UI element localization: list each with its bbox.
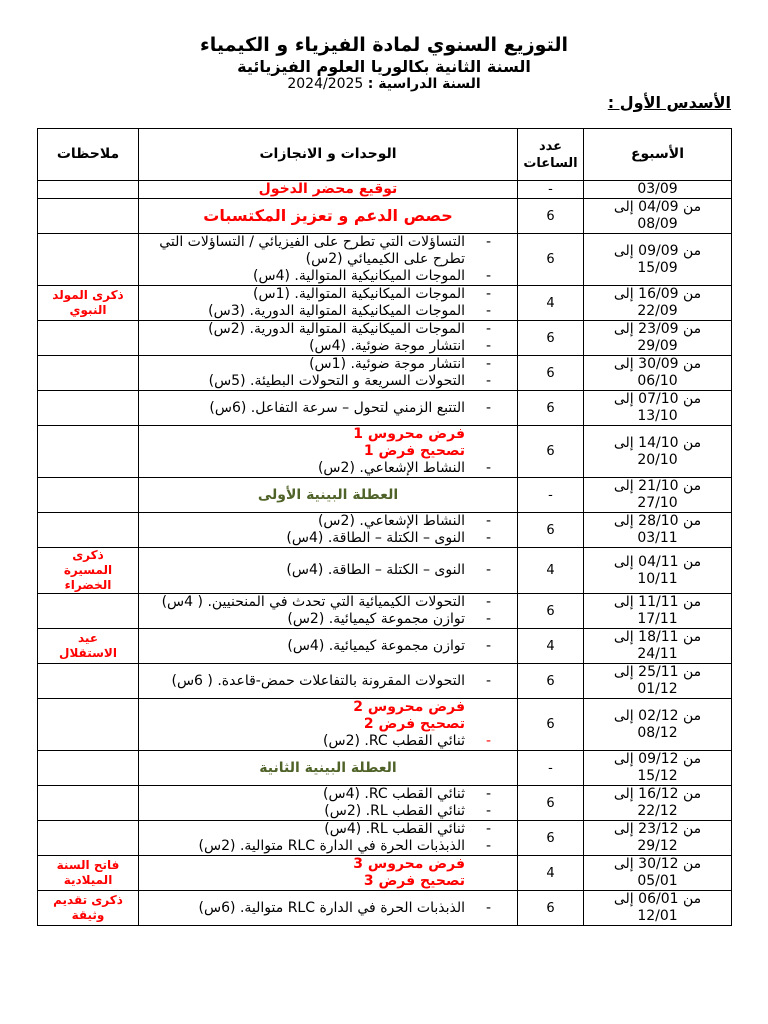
- hours-cell: [518, 391, 584, 426]
- units-cell: [139, 356, 518, 391]
- week-text: 24/11: [637, 646, 678, 662]
- unit-text: الموجات الميكانيكية المتوالية الدورية. (3س): [208, 303, 465, 319]
- units-cell: [139, 199, 518, 234]
- note-text: الاستقلال: [59, 646, 117, 660]
- unit-text: الموجات الميكانيكية المتوالية. (4س): [253, 268, 465, 284]
- unit-item: [143, 900, 513, 917]
- hours-cell: [518, 821, 584, 856]
- unit-text: التساؤلات التي تطرح على الفيزيائي / التساؤلات التي تطرح على الكيميائي (2س): [159, 234, 465, 267]
- unit-marker: -: [485, 637, 491, 654]
- hours-cell: [518, 891, 584, 926]
- unit-item: [143, 530, 513, 547]
- unit-item: [143, 821, 513, 838]
- note-text: ذكرى تقديم: [53, 893, 123, 907]
- unit-text: الذبذبات الحرة في الدارة RLC متوالية. (2س): [198, 838, 465, 854]
- unit-item: [143, 562, 513, 579]
- schedule-row: [38, 891, 732, 926]
- unit-text: توازن مجموعة كيميائية. (4س): [287, 637, 465, 654]
- notes-cell: [38, 699, 139, 751]
- notes-cell: [38, 891, 139, 926]
- header-week: الأسبوع: [584, 129, 732, 181]
- week-text: من 28/10 إلى: [613, 513, 702, 529]
- unit-item: [143, 321, 513, 338]
- unit-banner: العطلة البينية الأولى: [257, 486, 399, 503]
- unit-item: [143, 838, 513, 855]
- hours-value: 6: [546, 717, 555, 732]
- week-cell: [584, 548, 732, 594]
- hours-cell: [518, 234, 584, 286]
- unit-text: ثنائي القطب RL. (2س): [324, 803, 465, 819]
- unit-item: [143, 268, 513, 285]
- week-text: من 21/10 إلى: [613, 478, 702, 494]
- week-cell: [584, 856, 732, 891]
- schedule-table: [37, 128, 732, 926]
- units-cell: [139, 286, 518, 321]
- units-cell: [139, 478, 518, 513]
- notes-cell: [38, 356, 139, 391]
- unit-text: ثنائي القطب RC. (4س): [323, 786, 465, 802]
- hours-value: 6: [546, 252, 555, 267]
- hours-value: 4: [546, 295, 555, 311]
- unit-text: ثنائي القطب RC. (2س): [323, 733, 465, 749]
- week-text: 22/09: [637, 303, 678, 319]
- hours-cell: [518, 751, 584, 786]
- unit-marker: -: [485, 460, 491, 476]
- hours-value: 6: [546, 400, 555, 416]
- schedule-row: [38, 548, 732, 594]
- hours-value: 6: [546, 603, 555, 619]
- week-cell: [584, 478, 732, 513]
- note-text: ذكرى: [72, 548, 104, 562]
- units-cell: [139, 891, 518, 926]
- unit-item: [143, 673, 513, 690]
- week-text: من 06/01 إلى: [613, 891, 702, 907]
- hours-value: 6: [546, 444, 555, 459]
- week-text: من 14/10 إلى: [613, 434, 702, 451]
- unit-text: الموجات الميكانيكية المتوالية الدورية. (2س): [208, 321, 465, 337]
- school-year: [0, 76, 768, 93]
- week-text: من 09/12 إلى: [613, 751, 702, 767]
- week-cell: [584, 426, 732, 478]
- hours-cell: [518, 286, 584, 321]
- notes-cell: [38, 286, 139, 321]
- unit-marker: -: [485, 373, 491, 389]
- note-text: عيد: [77, 631, 99, 645]
- unit-item: [143, 303, 513, 320]
- week-text: من 23/12 إلى: [613, 821, 702, 837]
- notes-cell: [38, 181, 139, 199]
- hours-cell: [518, 629, 584, 664]
- hours-value: 6: [546, 795, 555, 811]
- units-cell: [139, 821, 518, 856]
- unit-item: [143, 716, 513, 733]
- week-cell: [584, 199, 732, 234]
- hours-cell: [518, 786, 584, 821]
- header-units: الوحدات و الانجازات: [139, 129, 518, 181]
- notes-cell: [38, 821, 139, 856]
- unit-banner: العطلة البينية الثانية: [259, 759, 397, 776]
- units-cell: [139, 856, 518, 891]
- unit-marker: -: [485, 399, 491, 416]
- unit-banner: حصص الدعم و تعزيز المكتسبات: [203, 206, 453, 225]
- week-text: من 04/09 إلى: [613, 199, 702, 215]
- hours-cell: [518, 856, 584, 891]
- unit-text: توازن مجموعة كيميائية. (2س): [287, 611, 465, 627]
- week-text: 29/12: [637, 838, 678, 854]
- schedule-row: [38, 821, 732, 856]
- unit-text: التحولات الكيميائية التي تحدث في المنحنيين. ( 4س): [161, 594, 465, 610]
- header-hours: عدد الساعات: [518, 129, 584, 181]
- units-cell: [139, 426, 518, 478]
- unit-marker: -: [485, 838, 491, 854]
- week-text: من 11/11 إلى: [613, 594, 702, 610]
- week-cell: [584, 321, 732, 356]
- unit-marker: -: [485, 611, 491, 627]
- units-cell: [139, 699, 518, 751]
- week-text: 27/10: [637, 495, 678, 511]
- notes-cell: [38, 548, 139, 594]
- week-cell: [584, 891, 732, 926]
- unit-item: [143, 856, 513, 873]
- week-cell: [584, 286, 732, 321]
- week-text: 05/01: [637, 873, 678, 889]
- unit-item: [143, 460, 513, 477]
- schedule-row: [38, 856, 732, 891]
- week-text: من 18/11 إلى: [613, 629, 702, 645]
- unit-marker: -: [485, 513, 491, 529]
- hours-value: -: [548, 487, 553, 503]
- unit-marker: -: [485, 803, 491, 819]
- units-cell: [139, 513, 518, 548]
- unit-marker: -: [485, 530, 491, 546]
- schedule-row: [38, 478, 732, 513]
- schedule-row: [38, 426, 732, 478]
- unit-text: التحولات المقرونة بالتفاعلات حمض-قاعدة. ( 6س): [171, 672, 465, 689]
- hours-value: 4: [546, 865, 555, 881]
- week-text: 01/12: [637, 681, 678, 697]
- units-cell: [139, 664, 518, 699]
- notes-cell: [38, 391, 139, 426]
- unit-text: التحولات السريعة و التحولات البطيئة. (5س): [208, 373, 465, 389]
- week-text: من 07/10 إلى: [613, 391, 702, 407]
- units-cell: [139, 594, 518, 629]
- unit-item: [143, 803, 513, 820]
- schedule-row: [38, 356, 732, 391]
- hours-value: 6: [546, 900, 555, 916]
- unit-item: [143, 426, 513, 443]
- units-cell: [139, 751, 518, 786]
- notes-cell: [38, 856, 139, 891]
- unit-marker: -: [485, 268, 491, 284]
- unit-item: [143, 699, 513, 716]
- week-text: 10/11: [637, 570, 678, 587]
- week-text: من 16/12 إلى: [613, 786, 702, 802]
- unit-text: فرض محروس 2: [353, 699, 465, 715]
- week-cell: [584, 234, 732, 286]
- week-text: من 16/09 إلى: [613, 286, 702, 302]
- week-cell: [584, 594, 732, 629]
- unit-text: التتبع الزمني لتحول – سرعة التفاعل. (6س): [209, 399, 465, 416]
- units-cell: [139, 786, 518, 821]
- unit-text: تصحيح فرض 2: [363, 716, 465, 732]
- note-text: فاتح السنة: [56, 858, 120, 872]
- notes-cell: [38, 234, 139, 286]
- unit-text: الذبذبات الحرة في الدارة RLC متوالية. (6س): [198, 899, 465, 916]
- hours-cell: [518, 594, 584, 629]
- week-text: 22/12: [637, 803, 678, 819]
- unit-text: تصحيح فرض 1: [363, 443, 465, 459]
- semester-heading: الأسدس الأول :: [607, 93, 731, 112]
- hours-cell: [518, 181, 584, 199]
- unit-item: [143, 286, 513, 303]
- hours-value: 6: [546, 330, 555, 346]
- unit-item: [143, 400, 513, 417]
- notes-cell: [38, 426, 139, 478]
- hours-value: 6: [546, 522, 555, 538]
- week-cell: [584, 786, 732, 821]
- unit-text: النشاط الإشعاعي. (2س): [317, 460, 465, 476]
- unit-item: [143, 611, 513, 628]
- unit-item: [143, 356, 513, 373]
- notes-cell: [38, 513, 139, 548]
- notes-cell: [38, 594, 139, 629]
- unit-marker: -: [485, 338, 491, 354]
- unit-text: انتشار موجة ضوئية. (4س): [309, 338, 465, 354]
- notes-cell: [38, 786, 139, 821]
- notes-cell: [38, 629, 139, 664]
- unit-item: [143, 873, 513, 890]
- unit-text: النوى – الكتلة – الطاقة. (4س): [286, 562, 465, 578]
- schedule-row: [38, 751, 732, 786]
- week-text: 15/09: [637, 259, 678, 276]
- unit-item: [143, 513, 513, 530]
- unit-banner: توقيع محضر الدخول: [258, 181, 398, 197]
- unit-marker: -: [485, 821, 491, 837]
- school-year-value: 2024/2025: [287, 76, 364, 92]
- unit-item: [143, 594, 513, 611]
- unit-text: فرض محروس 3: [353, 856, 465, 872]
- notes-cell: [38, 321, 139, 356]
- units-cell: [139, 391, 518, 426]
- hours-cell: [518, 321, 584, 356]
- document-title: التوزيع السنوي لمادة الفيزياء و الكيمياء: [200, 34, 568, 56]
- hours-value: 6: [546, 365, 555, 381]
- unit-text: انتشار موجة ضوئية. (1س): [309, 356, 465, 372]
- hours-cell: [518, 426, 584, 478]
- week-cell: [584, 699, 732, 751]
- unit-marker: -: [485, 562, 491, 578]
- units-cell: [139, 181, 518, 199]
- unit-marker: -: [485, 321, 491, 337]
- unit-marker: -: [485, 594, 491, 610]
- week-text: من 30/09 إلى: [613, 356, 702, 372]
- notes-cell: [38, 478, 139, 513]
- unit-item: [143, 638, 513, 655]
- week-cell: [584, 391, 732, 426]
- unit-marker: -: [485, 356, 491, 372]
- unit-text: الموجات الميكانيكية المتوالية. (1س): [253, 286, 465, 302]
- week-text: من 30/12 إلى: [613, 856, 702, 872]
- hours-value: -: [548, 760, 553, 776]
- week-text: من 02/12 إلى: [613, 707, 702, 724]
- unit-marker: -: [485, 733, 491, 749]
- schedule-row: [38, 321, 732, 356]
- header-row: [38, 129, 732, 181]
- unit-text: النوى – الكتلة – الطاقة. (4س): [286, 530, 465, 546]
- hours-value: -: [548, 182, 553, 197]
- unit-item: [143, 443, 513, 460]
- week-text: 03/09: [637, 181, 678, 197]
- note-text: المسيرة: [63, 563, 113, 577]
- hours-value: 4: [546, 563, 555, 578]
- header-notes: ملاحظات: [38, 129, 139, 181]
- week-text: 03/11: [637, 530, 678, 546]
- school-year-label: السنة الدراسية :: [367, 76, 481, 92]
- schedule-row: [38, 181, 732, 199]
- hours-cell: [518, 699, 584, 751]
- week-cell: [584, 181, 732, 199]
- unit-marker: -: [485, 303, 491, 319]
- hours-cell: [518, 356, 584, 391]
- units-cell: [139, 548, 518, 594]
- week-text: 06/10: [637, 373, 678, 389]
- week-text: من 23/09 إلى: [613, 321, 702, 337]
- week-cell: [584, 513, 732, 548]
- hours-value: 6: [546, 208, 555, 224]
- units-cell: [139, 234, 518, 286]
- schedule-row: [38, 513, 732, 548]
- week-text: من 25/11 إلى: [613, 664, 702, 680]
- hours-value: 6: [546, 830, 555, 846]
- week-cell: [584, 629, 732, 664]
- unit-text: فرض محروس 1: [353, 426, 465, 442]
- notes-cell: [38, 751, 139, 786]
- units-cell: [139, 321, 518, 356]
- hours-value: 6: [546, 673, 555, 689]
- week-text: 15/12: [637, 768, 678, 784]
- unit-marker: -: [485, 672, 491, 689]
- note-text: النبوي: [69, 303, 107, 317]
- week-cell: [584, 356, 732, 391]
- week-text: 12/01: [637, 908, 678, 924]
- hours-cell: [518, 548, 584, 594]
- note-text: الميلادية: [63, 873, 113, 887]
- schedule-body: [38, 181, 732, 926]
- notes-cell: [38, 199, 139, 234]
- schedule-row: [38, 629, 732, 664]
- unit-item: [143, 338, 513, 355]
- week-cell: [584, 664, 732, 699]
- week-text: 17/11: [637, 611, 678, 627]
- notes-cell: [38, 664, 139, 699]
- unit-text: النشاط الإشعاعي. (2س): [317, 513, 465, 529]
- schedule-row: [38, 286, 732, 321]
- units-cell: [139, 629, 518, 664]
- week-text: 20/10: [637, 451, 678, 468]
- hours-cell: [518, 513, 584, 548]
- schedule-row: [38, 664, 732, 699]
- schedule-row: [38, 199, 732, 234]
- week-text: من 09/09 إلى: [613, 242, 702, 259]
- unit-marker: -: [485, 234, 491, 250]
- schedule-row: [38, 594, 732, 629]
- hours-cell: [518, 478, 584, 513]
- schedule-row: [38, 391, 732, 426]
- unit-marker: -: [485, 786, 491, 802]
- hours-value: 4: [546, 638, 555, 654]
- unit-item: [143, 786, 513, 803]
- week-text: 13/10: [637, 408, 678, 424]
- week-text: 08/12: [637, 724, 678, 741]
- document-subtitle: السنة الثانية بكالوريا العلوم الفيزيائية: [237, 57, 531, 76]
- unit-text: تصحيح فرض 3: [363, 873, 465, 889]
- unit-item: [143, 234, 513, 268]
- unit-item: [143, 373, 513, 390]
- unit-marker: -: [485, 286, 491, 302]
- schedule-row: [38, 699, 732, 751]
- note-text: الخضراء: [64, 578, 112, 592]
- week-cell: [584, 821, 732, 856]
- schedule-row: [38, 234, 732, 286]
- week-text: من 04/11 إلى: [613, 553, 702, 570]
- note-text: وثيقة: [71, 908, 105, 922]
- unit-text: ثنائي القطب RL. (4س): [324, 821, 465, 837]
- schedule-row: [38, 786, 732, 821]
- week-cell: [584, 751, 732, 786]
- hours-cell: [518, 664, 584, 699]
- week-text: 29/09: [637, 338, 678, 354]
- note-text: ذكرى المولد: [52, 288, 124, 302]
- unit-item: [143, 733, 513, 750]
- unit-marker: -: [485, 899, 491, 916]
- week-text: 08/09: [637, 216, 678, 232]
- hours-cell: [518, 199, 584, 234]
